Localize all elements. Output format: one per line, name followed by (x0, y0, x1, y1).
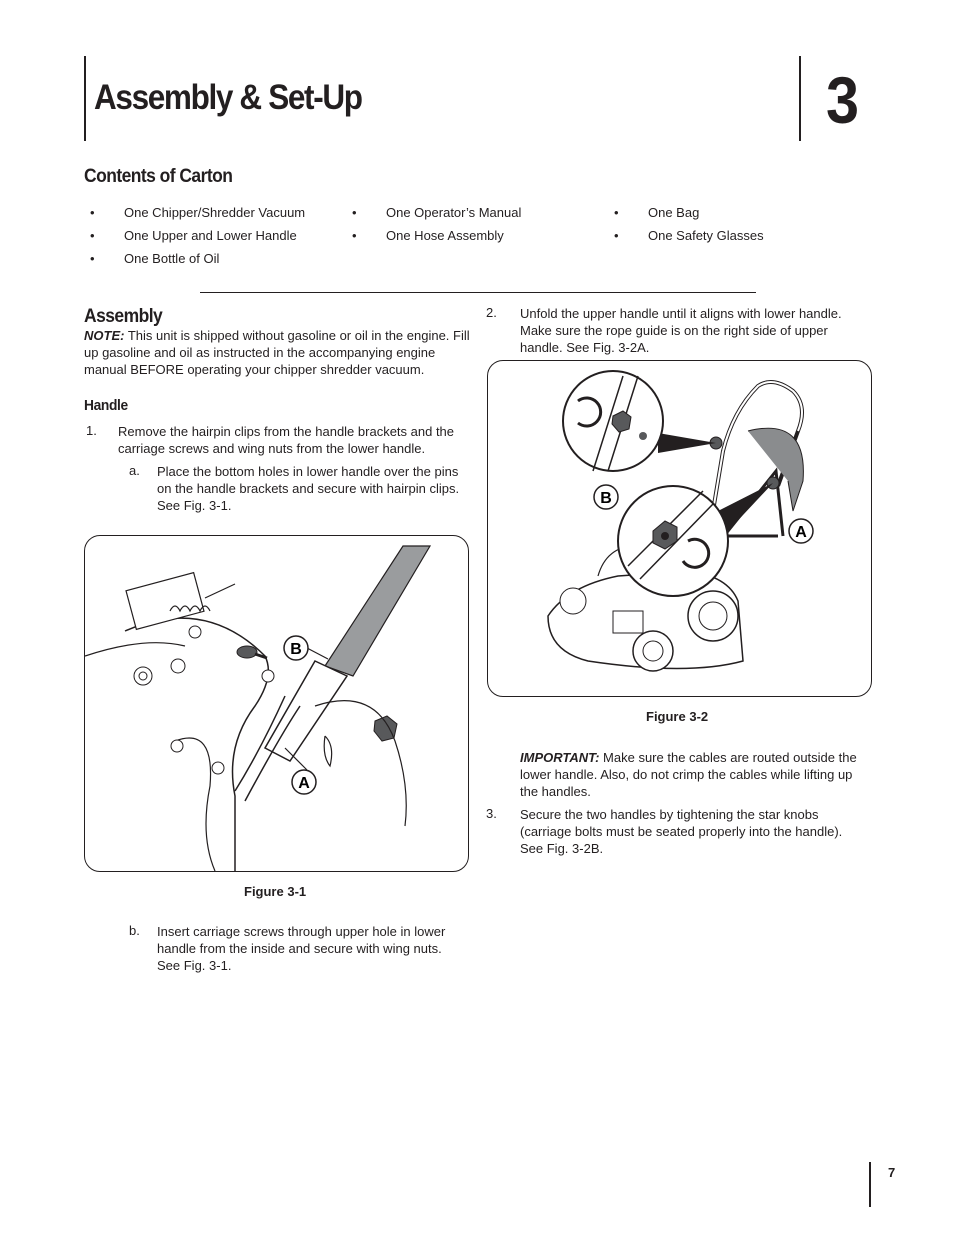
handle-heading: Handle (84, 397, 128, 414)
step-text: Secure the two handles by tightening the star knobs (carriage bolts must be seated properly into the handle). See Fig. 3-2B. (520, 807, 843, 856)
important-paragraph (520, 749, 868, 800)
contents-item: One Bottle of Oil (124, 251, 220, 266)
fig2-label-a: A (795, 524, 807, 541)
substep-letter: b. (129, 923, 140, 938)
figure-3-2-illustration (488, 361, 871, 696)
bullet: • (90, 228, 95, 243)
note-paragraph (84, 327, 470, 378)
contents-item: One Operator’s Manual (386, 205, 522, 220)
bullet: • (614, 228, 619, 243)
bullet: • (614, 205, 619, 220)
bullet: • (352, 228, 357, 243)
important-label: IMPORTANT: (520, 750, 600, 765)
contents-item: One Upper and Lower Handle (124, 228, 297, 243)
contents-heading: Contents of Carton (84, 166, 233, 187)
step-number: 3. (486, 806, 497, 821)
figure-3-2 (487, 360, 872, 697)
step-number: 2. (486, 305, 497, 320)
fig1-label-b: B (290, 641, 302, 658)
contents-item: One Chipper/Shredder Vacuum (124, 205, 306, 220)
step-number: 1. (86, 423, 97, 438)
section-divider (200, 292, 756, 293)
note-text: This unit is shipped without gasoline or oil in the engine. Fill up gasoline and oil as instructed in the accompanying engine manual BEFORE operating your chipper shredder vacuum. (84, 328, 470, 377)
contents-item: One Safety Glasses (648, 228, 764, 243)
assembly-heading: Assembly (84, 306, 163, 327)
page-number: 7 (888, 1165, 896, 1180)
figure-3-1 (84, 535, 469, 872)
figure-3-1-illustration (85, 536, 468, 871)
contents-item: One Hose Assembly (386, 228, 504, 243)
fig1-label-a: A (298, 775, 310, 792)
important-text: Make sure the cables are routed outside the lower handle. Also, do not crimp the cables while lifting up the handles. (520, 750, 857, 799)
title-left-rule (84, 56, 86, 141)
fig2-label-b: B (600, 490, 612, 507)
chapter-title: Assembly & Set-Up (94, 78, 362, 117)
figure-3-2-caption: Figure 3-2 (646, 709, 709, 724)
bullet: • (90, 205, 95, 220)
contents-item: One Bag (648, 205, 700, 220)
bullet: • (352, 205, 357, 220)
chapter-number-rule (799, 56, 801, 141)
substep-text: Insert carriage screws through upper hole in lower handle from the inside and secure with wing nuts. See Fig. 3-1. (157, 924, 446, 973)
note-label: NOTE: (84, 328, 125, 343)
substep-letter: a. (129, 463, 140, 478)
chapter-number: 3 (826, 63, 860, 137)
step-text: Unfold the upper handle until it aligns with lower handle. Make sure the rope guide is on the right side of upper handle. See Fig. 3-2A. (520, 306, 842, 355)
page-number-rule (869, 1162, 871, 1207)
bullet: • (90, 251, 95, 266)
substep-text: Place the bottom holes in lower handle over the pins on the handle brackets and secure with hairpin clips. See Fig. 3-1. (157, 464, 460, 513)
step-text: Remove the hairpin clips from the handle brackets and the carriage screws and wing nuts from the lower handle. (118, 424, 455, 456)
figure-3-1-caption: Figure 3-1 (244, 884, 307, 899)
